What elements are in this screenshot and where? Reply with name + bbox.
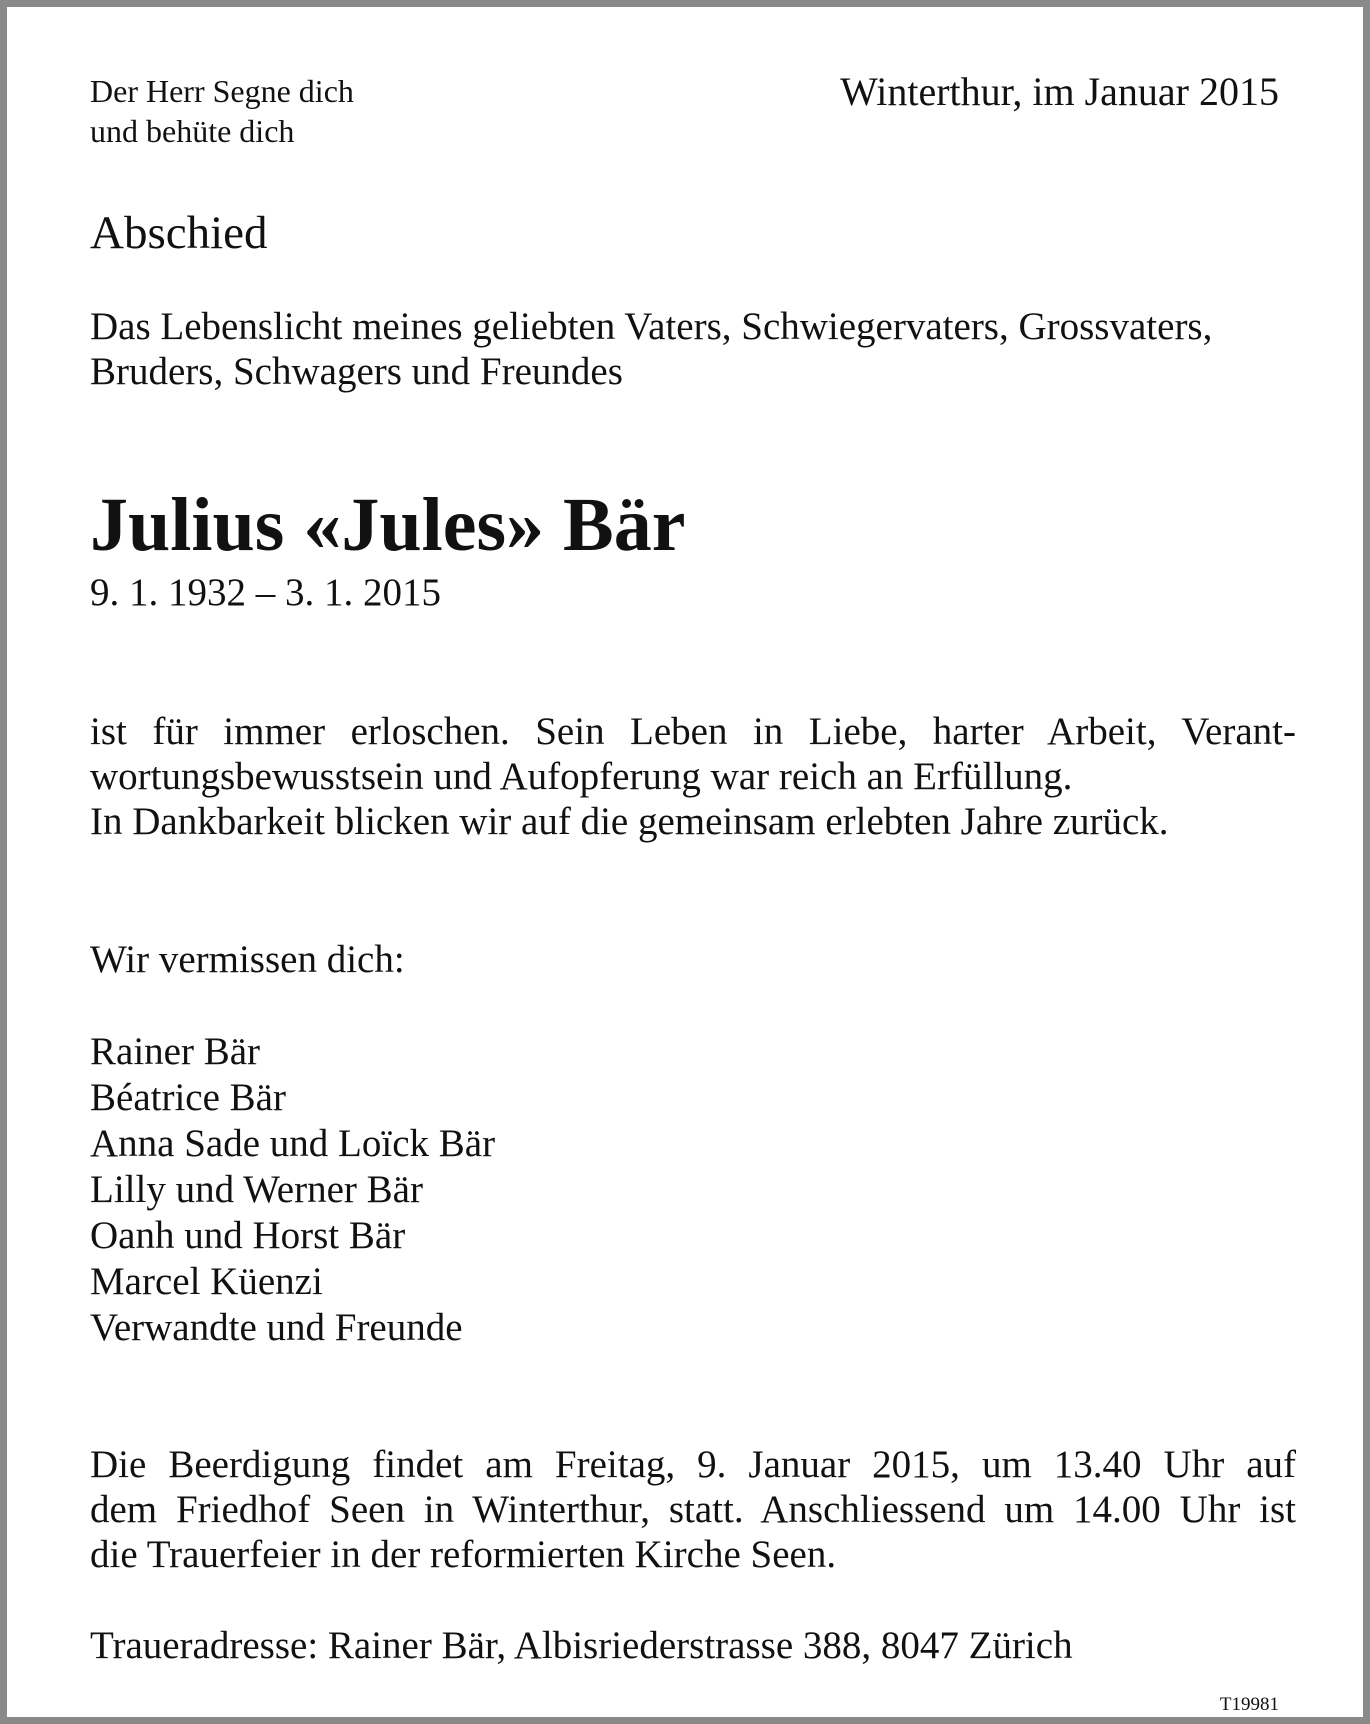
mourner-name: Béatrice Bär (90, 1076, 286, 1119)
mourner-name: Verwandte und Freunde (90, 1306, 463, 1349)
blessing-line: und behüte dich (90, 113, 295, 149)
funeral-line: die Trauerfeier in der reformierten Kirche Seen. (90, 1533, 837, 1576)
funeral-details (90, 1442, 1296, 1577)
mourner-name: Rainer Bär (90, 1030, 261, 1073)
intro-line: Bruders, Schwagers und Freundes (90, 350, 623, 393)
deceased-name: Julius «Jules» Bär (90, 483, 686, 567)
intro-line: Das Lebenslicht meines geliebten Vaters, Schwiegervaters, Grossvaters, (90, 305, 1213, 348)
blessing-verse (90, 71, 354, 151)
tribute-line: ist für immer erloschen. Sein Leben in Liebe, harter Arbeit, Verant- (90, 710, 1296, 753)
tribute-line: In Dankbarkeit blicken wir auf die gemeinsam erlebten Jahre zurück. (90, 800, 1169, 843)
mourner-name: Lilly und Werner Bär (90, 1168, 423, 1211)
mourning-address: Traueradresse: Rainer Bär, Albisriederstrasse 388, 8047 Zürich (90, 1624, 1073, 1667)
reference-code: T19981 (1219, 1694, 1279, 1715)
tribute-line: wortungsbewusstsein und Aufopferung war reich an Erfüllung. (90, 755, 1073, 798)
mourners-list (90, 1029, 495, 1351)
notice-heading: Abschied (90, 207, 268, 259)
mourner-name: Anna Sade und Loïck Bär (90, 1122, 496, 1165)
mourner-name: Oanh und Horst Bär (90, 1214, 406, 1257)
funeral-line: dem Friedhof Seen in Winterthur, statt. Anschliessend um 14.00 Uhr ist (90, 1488, 1296, 1531)
place-date: Winterthur, im Januar 2015 (840, 69, 1279, 114)
blessing-line: Der Herr Segne dich (90, 73, 354, 109)
life-dates: 9. 1. 1932 – 3. 1. 2015 (90, 571, 441, 614)
intro-text (90, 304, 1212, 394)
mourner-name: Marcel Küenzi (90, 1260, 323, 1303)
miss-label: Wir vermissen dich: (90, 938, 405, 981)
funeral-line: Die Beerdigung findet am Freitag, 9. Januar 2015, um 13.40 Uhr auf (90, 1443, 1296, 1486)
tribute-text (90, 709, 1296, 844)
